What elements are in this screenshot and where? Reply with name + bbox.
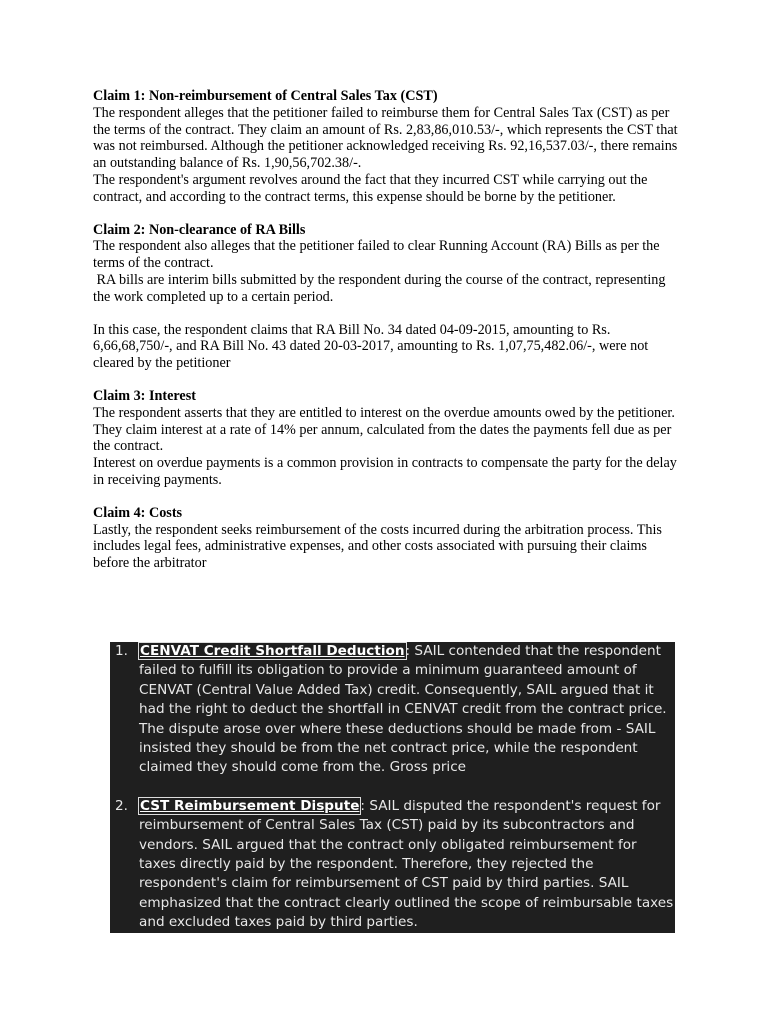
- claim-3: [93, 388, 683, 489]
- claim-2: [93, 222, 683, 372]
- claim-paragraph: Lastly, the respondent seeks reimbursement of the costs incurred during the arbitration process. This includes legal fees, administrative expenses, and other costs associated with pursuing their claims before the arbitrator: [93, 521, 666, 572]
- claim-4: [93, 505, 683, 572]
- claim-paragraph: RA bills are interim bills submitted by the respondent during the course of the contract, representing the work completed up to a certain period.: [93, 271, 670, 305]
- claim-paragraph: The respondent asserts that they are entitled to interest on the overdue amounts owed by the petitioner. They claim interest at a rate of 14% per annum, calculated from the dates the payments fell due as per the contract.: [93, 404, 679, 455]
- claim-paragraph: The respondent also alleges that the petitioner failed to clear Running Account (RA) Bills as per the terms of the contract.: [93, 238, 664, 272]
- claim-paragraph: Interest on overdue payments is a common provision in contracts to compensate the party for the delay in receiving payments.: [93, 455, 681, 488]
- claim-title: Claim 2: Non-clearance of RA Bills: [93, 221, 306, 238]
- claim-title: Claim 4: Costs: [93, 504, 183, 521]
- point-title: CST Reimbursement Dispute: [140, 797, 360, 814]
- document-page: [93, 88, 683, 588]
- paragraph-gap: [93, 306, 683, 322]
- sail-points-list: [110, 642, 675, 933]
- point-body: : SAIL disputed the respondent's request for reimbursement of Central Sales Tax (CST) paid by its subcontractors and vendors. SAIL argued that the contract only obligated reimbursement for taxes directly paid by the respondent. Therefore, they rejected the respondent's claim for reimbursement of CST paid by third parties. SAIL emphasized that the contract clearly outlined the scope of reimbursable taxes and excluded taxes paid by third parties.: [139, 797, 674, 931]
- claim-1: [93, 88, 683, 206]
- list-number: 1.: [115, 643, 128, 659]
- claim-paragraph: The respondent's argument revolves around the fact that they incurred CST while carrying out the contract, and according to the contract terms, this expense should be borne by the petitioner.: [93, 171, 651, 205]
- sail-points-box: [110, 642, 675, 933]
- claim-paragraph: The respondent alleges that the petitioner failed to reimburse them for Central Sales Tax (CST) as per the terms of the contract. They claim an amount of Rs. 2,83,86,010.53/-, which represents the CST that was not reimbursed. Although the petitioner acknowledged receiving Rs. 92,16,537.03/-, there remains an outstanding balance of Rs. 1,90,56,702.38/-.: [93, 104, 682, 172]
- claim-paragraph: In this case, the respondent claims that RA Bill No. 34 dated 04-09-2015, amounting to Rs. 6,66,68,750/-, and RA Bill No. 43 dated 20-03-2017, amounting to Rs. 1,07,75,482.06/-, were not cleared by the petitioner: [93, 321, 652, 372]
- list-number: 2.: [115, 797, 128, 814]
- list-item: [110, 797, 675, 933]
- list-item: [110, 642, 675, 778]
- point-title: CENVAT Credit Shortfall Deduction: [140, 643, 405, 659]
- claim-title: Claim 1: Non-reimbursement of Central Sales Tax (CST): [93, 88, 438, 104]
- point-body: : SAIL contended that the respondent failed to fulfill its obligation to provide a minimum guaranteed amount of CENVAT (Central Value Added Tax) credit. Consequently, SAIL argued that it had the right to deduct the shortfall in CENVAT credit from the contract price. The dispute arose over where these deductions should be made from - SAIL insisted they should be from the net contract price, while the respondent claimed they should come from the. Gross price: [139, 643, 667, 776]
- claim-title: Claim 3: Interest: [93, 387, 196, 404]
